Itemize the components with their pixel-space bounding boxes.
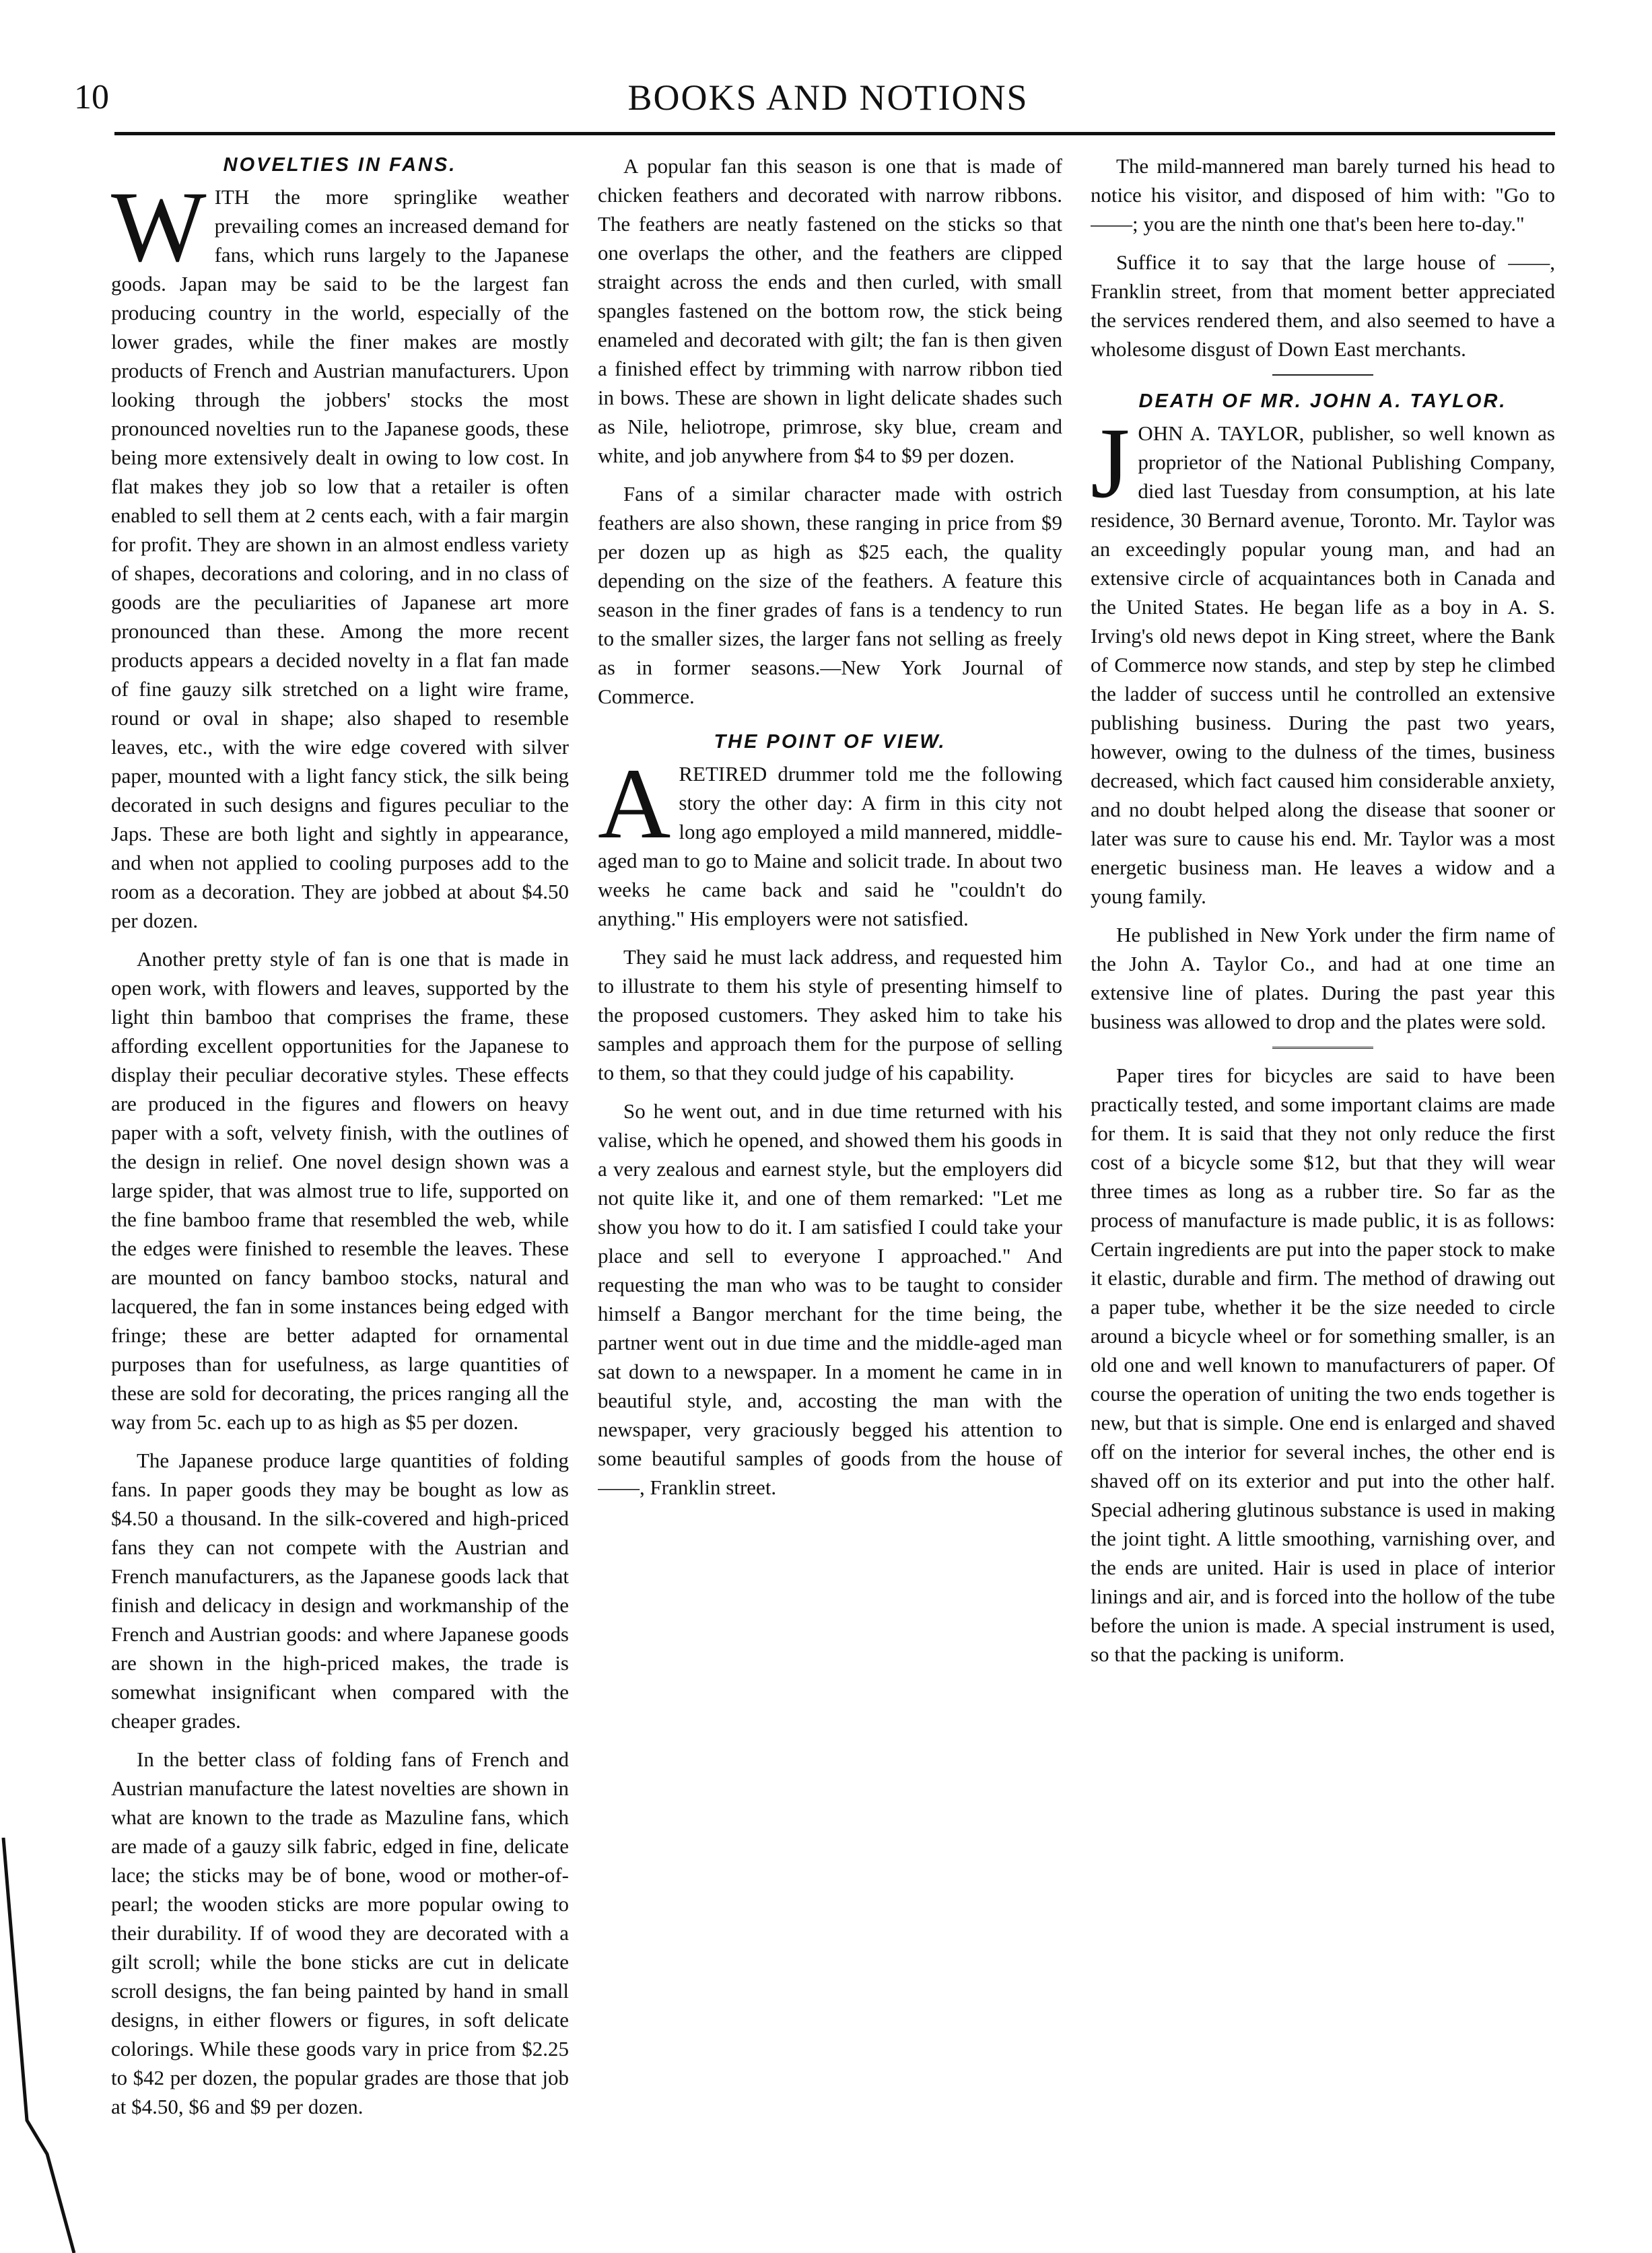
page-header [74,74,1582,121]
article-paragraph: The mild-mannered man barely turned his head to notice his visitor, and disposed of him with: "Go to ——; you are the ninth one that's been here to-day." [1091,154,1555,236]
column-3 [1091,151,1555,2191]
drop-cap: W [111,171,207,283]
column-1 [111,151,569,2191]
article-paragraph: In the better class of folding fans of French and Austrian manufacture the latest novelties are shown in what are known to the trade as Mazuline fans, which are made of a gauzy silk fabric, edged in fine, delicate lace; the sticks may be of bone, wood or mother-of-pearl; the wooden sticks are more popular owing to their durability. If of wood they are decorated with a gilt scroll; while the bone sticks are cut in delicate scroll designs, the fan being painted by hand in small designs, in either flowers or figures, in soft delicate colorings. While these goods vary in price from $2.25 to $42 per dozen, the popular grades are those that job at $4.50, $6 and $9 per dozen. [111,1747,569,2118]
article-paragraph [1091,407,1555,911]
paragraph-text: RETIRED drummer told me the following story the other day: A firm in this city not long ago employed a mild mannered, middle-aged man to go to Maine and solicit trade. In about two weeks he came back and said he "couldn't do anything." His employers were not satisfied. [598,762,1062,930]
running-title: BOOKS AND NOTIONS [627,77,1029,118]
article-paragraph: The Japanese produce large quantities of folding fans. In paper goods they may be bought as low as $4.50 a thousand. In the silk-covered and high-priced fans they can not compete with the Austrian and French manufacturers, as the Japanese goods lack that finish and delicacy in design and workmanship of the French and Austrian goods: and where Japanese goods are shown in the high-priced makes, the trade is somewhat insignificant when compared with the cheaper grades. [111,1449,569,1733]
drop-cap: A [598,748,671,860]
article-paragraph: Another pretty style of fan is one that is made in open work, with flowers and leaves, supported by the light thin bamboo that comprises the frame, these affording excellent opportunities for the Japanese to display their peculiar decorative styles. These effects are produced in the figures and flowers on heavy paper with a soft, velvety finish, with the outlines of the design in relief. One novel design shown was a large spider, that was almost true to life, supported on the fine bamboo frame that resembled the web, while the edges were finished to resemble the leaves. These are mounted on fancy bamboo stocks, natural and lacquered, the fan in some instances being edged with fringe; these are better adapted for ornamental purposes than for usefulness, as large quantities of these are sold for decorating, the prices ranging all the way from 5c. each up to as high as $5 per dozen. [111,947,569,1434]
section-divider [1272,1047,1373,1049]
article-heading-fans: NOVELTIES IN FANS. [223,154,457,176]
page-number: 10 [74,78,109,116]
article-paragraph [111,171,569,935]
article-paragraph: Paper tires for bicycles are said to have been practically tested, and some important claims are made for them. It is said that they not only reduce the first cost of a bicycle some $12, but that they will wear three times as long as a rubber tire. So far as the process of manufacture is made public, it is as follows: Certain ingredients are put into the paper stock to make it elastic, durable and firm. The method of drawing out a paper tube, whether it be the size needed to circle around a bicycle wheel or for something smaller, is an old one and well known to manufacturers of paper. Of course the operation of uniting the two ends together is new, but that is simple. One end is enlarged and shaved off on the interior for several inches, the other end is shaved off on its exterior and put into the other half. Special adhering glutinous substance is used in making the joint tight. A little smoothing, varnishing over, and the ends are united. Hair is used in place of interior linings and air, and is forced into the hollow of the tube before the union is made. A special instrument is used, so that the packing is uniform. [1091,1064,1555,1666]
article-paragraph: They said he must lack address, and requested him to illustrate to them his style of presenting himself to the proposed customers. They asked him to take his samples and approach them for the purpose of selling to them, so that they could judge of his capability. [598,945,1062,1084]
paragraph-text: OHN A. TAYLOR, publisher, so well known as proprietor of the National Publishing Company, died last Tuesday from consumption, at his late residence, 30 Bernard avenue, Toronto. Mr. Taylor was an exceedingly popular young man, and had an extensive circle of acquaintances both in Canada and the United States. He began life as a boy in A. S. Irving's old news depot in King street, where the Bank of Commerce now stands, and step by step he climbed the ladder of success until he controlled an extensive publishing business. During the past two years, however, owing to the dulness of the times, business decreased, which fact caused him considerable anxiety, and no doubt helped along the disease that sooner or later was sure to cause his end. Mr. Taylor was a most energetic business man. He leaves a widow and a young family. [1091,421,1555,908]
paragraph-text: ITH the more springlike weather prevailing comes an increased demand for fans, which runs largely to the Japanese goods. Japan may be said to be the largest fan producing country in the world, especially of the lower grades, while the finer makes are mostly products of French and Austrian manufacturers. Upon looking through the jobbers' stocks the most pronounced novelties run to the Japanese goods, these being more extensively dealt in owing to low cost. In flat makes they job so low that a retailer is often enabled to sell them at 2 cents each, with a fair margin for profit. They are shown in an almost endless variety of shapes, decorations and coloring, and in no class of goods are the peculiarities of Japanese art more pronounced than these. Among the more recent products appears a decided novelty in a flat fan made of fine gauzy silk stretched on a light wire frame, round or oval in shape; also shaped to resemble leaves, etc., with the wire edge covered with silver paper, mounted with a light fancy stick, the silk being decorated in such designs and figures peculiar to the Japs. These are both light and sightly in appearance, and when not applied to cooling purposes add to the room as a decoration. They are jobbed at about $4.50 per dozen. [111,185,569,932]
article-paragraph [598,748,1062,933]
scan-artifact-line [0,1838,81,2253]
article-paragraph: He published in New York under the firm name of the John A. Taylor Co., and had at one time an extensive line of plates. During the past year this business was allowed to drop and the plates were sold. [1091,923,1555,1033]
article-heading-point-of-view: THE POINT OF VIEW. [714,731,947,753]
column-2 [598,151,1062,2191]
article-paragraph: A popular fan this season is one that is made of chicken feathers and decorated with narrow ribbons. The feathers are neatly fastened on the sticks so that one overlaps the other, and the feathers are clipped straight across the ends and then curled, with small spangles fastened on the bottom row, the stick being enameled and decorated with gilt; the fan is then given a finished effect by trimming with narrow ribbon tied in bows. These are shown in light delicate shades such as Nile, heliotrope, primrose, sky blue, cream and white, and job anywhere from $4 to $9 per dozen. [598,154,1062,467]
article-paragraph: Fans of a similar character made with ostrich feathers are also shown, these ranging in price from $9 per dozen up as high as $25 each, the quality depending on the size of the feathers. A feature this season in the finer grades of fans is a tendency to run to the smaller sizes, the larger fans not selling as freely as in former seasons.—New York Journal of Commerce. [598,482,1062,708]
article-paragraph: So he went out, and in due time returned with his valise, which he opened, and showed them his goods in a very zealous and earnest style, but the employers did not quite like it, and one of them remarked: "Let me show you how to do it. I am satisfied I could take your place and sell to everyone I approached." And requesting the man who was to be taught to consider himself a Bangor merchant for the time being, the partner went out in due time and the middle-aged man sat down to a newspaper. In a moment he came in in beautiful style, and, accosting the man with the newspaper, very graciously begged his attention to some beautiful samples of goods from the house of ——, Franklin street. [598,1099,1062,1499]
article-paragraph: Suffice it to say that the large house of ——, Franklin street, from that moment better appreciated the services rendered them, and also seemed to have a wholesome disgust of Down East merchants. [1091,250,1555,361]
drop-cap: J [1091,407,1130,519]
article-heading-obituary: DEATH OF MR. JOHN A. TAYLOR. [1138,390,1507,412]
header-rule [114,132,1555,135]
section-divider [1272,374,1373,376]
